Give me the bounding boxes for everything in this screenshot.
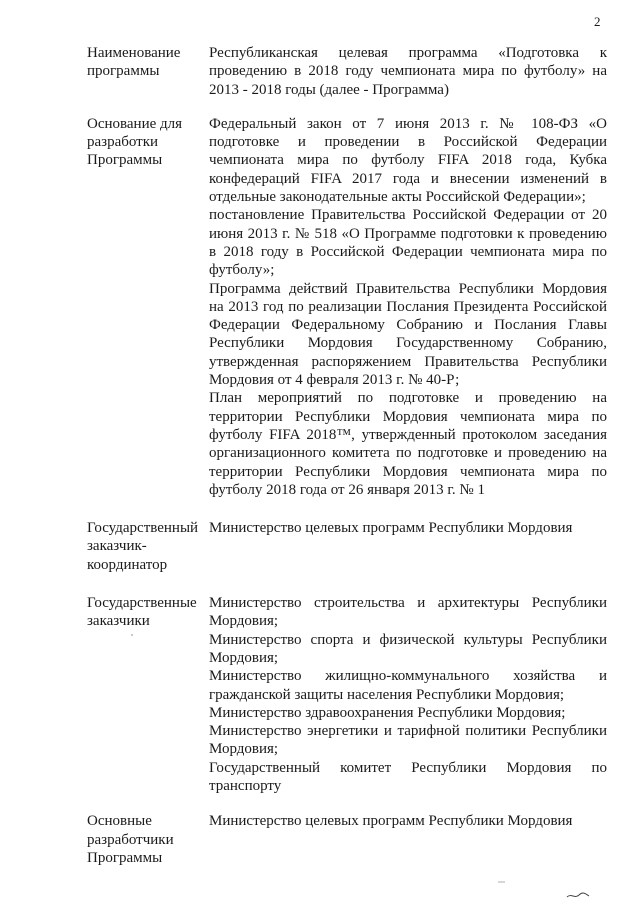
row-development-basis [87, 115, 607, 499]
content-paragraph: Министерство целевых программ Республики Мордовия [209, 520, 573, 537]
program-passport-table [87, 44, 607, 867]
content-paragraph: Программа действий Правительства Республики Мордовия на 2013 год по реализации Послания Президента Российской Федерации Федеральному Собранию и Послания Главы Республики Мордовия Государственному Собранию, утвержденная распоряжением Правительства Республики Мордовия от 4 февраля 2013 г. № 40-Р; [209, 280, 607, 389]
content-paragraph: Министерство строительства и архитектуры Республики Мордовия; [209, 595, 607, 630]
content-paragraph: План мероприятий по подготовке и проведению на территории Республики Мордовия чемпионата мира по футболу FIFA 2018™, утвержденный протоколом заседания организационного комитета по подготовке и проведению на территории Республики Мордовия чемпионата мира по футболу 2018 года от 26 января 2013 г. № 1 [209, 390, 607, 498]
row-content [209, 519, 607, 574]
content-paragraph: постановление Правительства Российской Федерации от 20 июня 2013 г. № 518 «О Программе подготовки к проведению в 2018 году в Российской Федерации чемпионата мира по футболу»; [209, 207, 607, 279]
content-paragraph: Государственный комитет Республики Мордовия по транспорту [209, 759, 607, 794]
row-label: Наименование программы [87, 45, 181, 80]
content-paragraph: Министерство спорта и физической культуры Республики Мордовия; [209, 631, 607, 666]
content-paragraph: Министерство здравоохранения Республики Мордовия; [209, 704, 566, 721]
content-paragraph: Министерство жилищно-коммунального хозяйства и гражданской защиты населения Республики Мордовия; [209, 668, 607, 703]
scan-speck [130, 633, 134, 637]
row-program-name [87, 44, 607, 99]
content-paragraph: Министерство энергетики и тарифной политики Республики Мордовия; [209, 723, 607, 758]
row-label: Основание для разработки Программы [87, 115, 183, 169]
row-state-customer-coordinator [87, 519, 607, 574]
row-content [209, 812, 607, 867]
content-paragraph: Федеральный закон от 7 июня 2013 г. № 108-ФЗ «О подготовке и проведении в Российской Федерации чемпионата мира по футболу FIFA 2018 года, Кубка конфедераций FIFA 2017 года и внесении изменений в отдельные законодательные акты Российской Федерации»; [209, 115, 607, 206]
row-label: Государственные заказчики [87, 595, 197, 630]
page-number: 2 [594, 14, 601, 29]
handwritten-scribble [566, 890, 590, 900]
row-content [209, 594, 607, 795]
row-main-developers [87, 812, 607, 867]
content-paragraph: Республиканская целевая программа «Подготовка к проведению в 2018 году чемпионата мира по футболу» на 2013 - 2018 годы (далее - Программа) [209, 45, 607, 98]
scan-mark [497, 880, 507, 884]
row-label: Государственный заказчик-координатор [87, 520, 199, 573]
row-content [209, 44, 607, 99]
content-paragraph: Министерство целевых программ Республики Мордовия [209, 813, 573, 830]
row-label: Основные разработчики Программы [87, 813, 174, 866]
row-state-customers [87, 594, 607, 795]
row-content [209, 115, 607, 499]
